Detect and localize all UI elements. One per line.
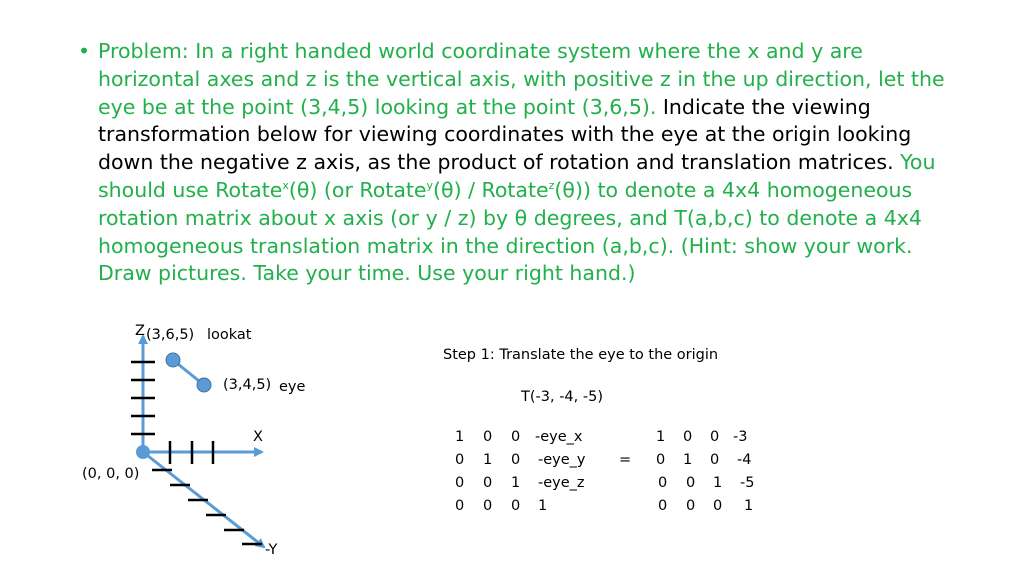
right-matrix-r1c2: 0 — [710, 452, 720, 468]
problem-statement: Problem: In a right handed world coordinate system where the x and y are horizontal axes and z is the vertical axis, with positive z in the up direction, let the eye be at the point (3,4,5) looking at the point (3,6,5). — [98, 39, 945, 119]
bullet: • — [78, 39, 91, 63]
left-matrix-r1c3: -eye_y — [538, 452, 586, 468]
z-axis-label: Z — [135, 323, 145, 339]
left-matrix-r1c1: 1 — [483, 452, 493, 468]
eye-coordinates: (3,4,5) — [223, 377, 272, 393]
left-matrix-r2c0: 0 — [455, 475, 465, 491]
translation-label: T(-3, -4, -5) — [521, 389, 603, 405]
left-matrix-r1c2: 0 — [511, 452, 521, 468]
left-matrix-r3c2: 0 — [511, 498, 521, 514]
notation-instruction-1: You should use Rotate — [98, 150, 936, 202]
right-matrix-r1c0: 0 — [656, 452, 666, 468]
left-matrix-r2c3: -eye_z — [538, 475, 585, 491]
left-matrix-r1c0: 0 — [455, 452, 465, 468]
rotate-z-superscript: z — [548, 178, 555, 192]
origin-label: (0, 0, 0) — [82, 466, 140, 482]
notation-instruction-2: (θ) (or Rotate — [288, 177, 427, 202]
equals-sign: = — [619, 452, 632, 468]
step-title: Step 1: Translate the eye to the origin — [443, 347, 719, 363]
x-axis-label: X — [253, 429, 263, 445]
notation-instruction-4: (θ)) to denote a 4x4 homogeneous rotation matrix about x axis (or y / z) by θ degrees, and T(a,b,c) to denote a 4x4 homogeneous translation matrix in the direction (a,b,c). (Hint: show your work. Draw pictures. Take your time. Use your right hand.) — [98, 177, 922, 286]
right-matrix-r3c2: 0 — [713, 498, 723, 514]
left-matrix-r2c1: 0 — [483, 475, 493, 491]
right-matrix-r2c2: 1 — [713, 475, 723, 491]
right-matrix-r2c3: -5 — [740, 475, 755, 491]
notation-instruction-3: (θ) / Rotate — [433, 177, 549, 202]
right-matrix-r1c3: -4 — [737, 452, 752, 468]
eye-point — [197, 378, 211, 392]
neg-y-axis-label: -Y — [265, 542, 278, 558]
rotate-y-superscript: y — [426, 178, 434, 192]
left-matrix-r0c3: -eye_x — [535, 429, 583, 445]
right-matrix-r2c1: 0 — [686, 475, 696, 491]
left-matrix-r0c1: 0 — [483, 429, 493, 445]
left-matrix-r0c2: 0 — [511, 429, 521, 445]
lookat-label: lookat — [207, 327, 252, 343]
left-matrix-r3c3: 1 — [538, 498, 548, 514]
right-matrix-r0c3: -3 — [733, 429, 748, 445]
right-matrix-r2c0: 0 — [658, 475, 668, 491]
right-matrix-r0c0: 1 — [656, 429, 666, 445]
right-matrix-r3c1: 0 — [686, 498, 696, 514]
lookat-coordinates: (3,6,5) — [146, 327, 195, 343]
lookat-point — [166, 353, 180, 367]
origin-point — [136, 445, 150, 459]
rotate-x-superscript: x — [282, 178, 289, 192]
right-matrix-r0c2: 0 — [710, 429, 720, 445]
left-matrix-r3c1: 0 — [483, 498, 493, 514]
eye-label: eye — [279, 379, 306, 395]
right-matrix-r1c1: 1 — [683, 452, 693, 468]
task-instruction: Indicate the viewing transformation below for viewing coordinates with the eye at the origin looking down the negative z axis, as the product of rotation and translation matrices. — [98, 94, 912, 175]
right-matrix-r0c1: 0 — [683, 429, 693, 445]
left-matrix-r2c2: 1 — [511, 475, 521, 491]
left-matrix-r0c0: 1 — [455, 429, 465, 445]
right-matrix-r3c0: 0 — [658, 498, 668, 514]
left-matrix-r3c0: 0 — [455, 498, 465, 514]
right-matrix-r3c3: 1 — [744, 498, 754, 514]
